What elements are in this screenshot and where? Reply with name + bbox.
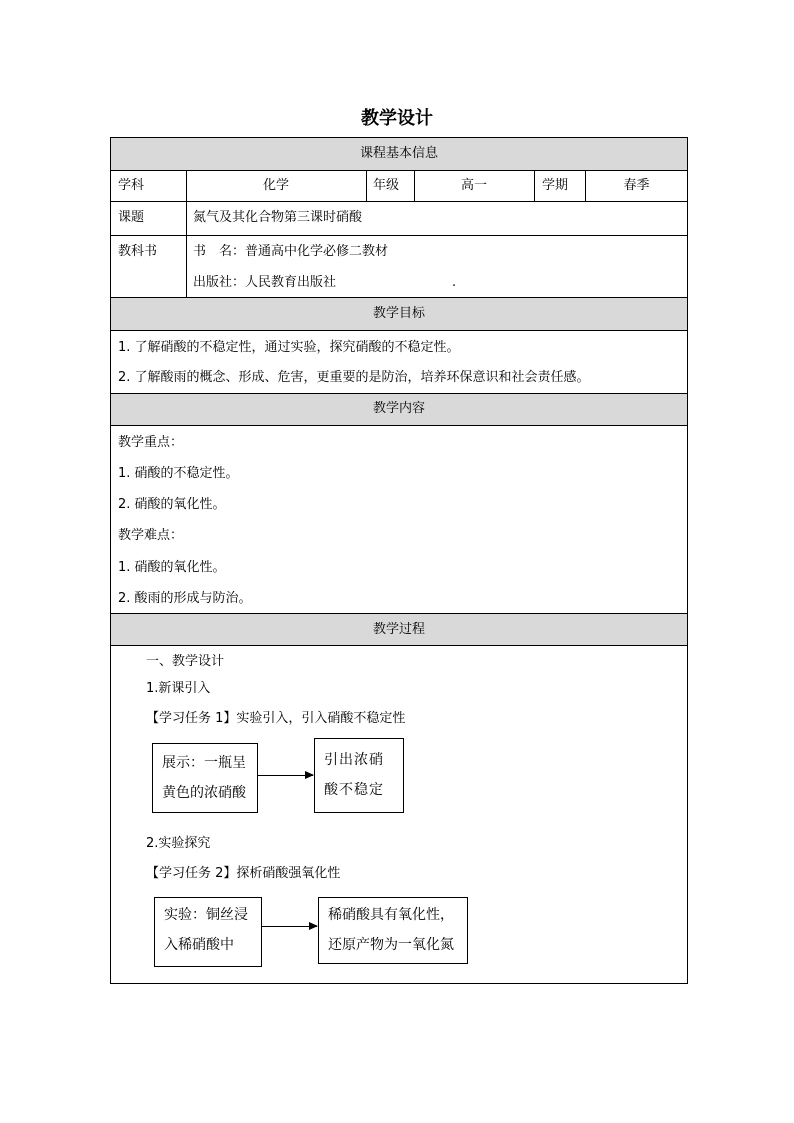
flow2-right-box: 稀硝酸具有氧化性，还原产物为一氧化氮 [318, 897, 468, 964]
objectives-header: 教学目标 [372, 306, 425, 321]
arrow-icon [258, 775, 313, 776]
learning-task: 【学习任务 2】探析硝酸强氧化性 [146, 866, 341, 881]
grade-value: 高一 [460, 178, 487, 193]
table-rule [110, 330, 688, 331]
textbook-publisher: 出版社：人民教育出版社 [193, 275, 337, 290]
grade-label: 年级 [373, 178, 400, 193]
table-rule [110, 393, 688, 394]
table-rule [110, 645, 688, 646]
table-rule [366, 170, 367, 201]
page-title: 教学设计 [361, 108, 433, 129]
difficulty-item: 2. 酸雨的形成与防治。 [118, 591, 252, 606]
process-subtitle: 1.新课引入 [146, 681, 211, 696]
basic-info-header: 课程基本信息 [359, 146, 438, 161]
difficulties-label: 教学难点： [118, 528, 184, 543]
table-rule [110, 170, 688, 171]
table-rule [110, 297, 688, 298]
table-rule [110, 201, 688, 202]
topic-label: 课题 [118, 210, 145, 225]
textbook-name: 书 名：普通高中化学必修二教材 [193, 244, 389, 259]
table-rule [534, 170, 535, 201]
term-value: 春季 [623, 178, 650, 193]
textbook-dot: . [452, 275, 457, 290]
learning-task: 【学习任务 1】实验引入，引入硝酸不稳定性 [146, 711, 406, 726]
objective-item: 1. 了解硝酸的不稳定性，通过实验，探究硝酸的不稳定性。 [118, 340, 460, 355]
subject-value: 化学 [262, 178, 289, 193]
table-rule [110, 235, 688, 236]
arrow-icon [262, 926, 317, 927]
difficulty-item: 1. 硝酸的氧化性。 [118, 560, 226, 575]
key-point-item: 1. 硝酸的不稳定性。 [118, 466, 239, 481]
key-point-item: 2. 硝酸的氧化性。 [118, 497, 226, 512]
topic-value: 氮气及其化合物第三课时硝酸 [193, 210, 363, 225]
process-subtitle: 2.实验探究 [146, 836, 211, 851]
flow1-left-box: 展示：一瓶呈黄色的浓硝酸 [152, 743, 258, 813]
content-header: 教学内容 [372, 401, 425, 416]
table-rule [110, 425, 688, 426]
process-section-title: 一、教学设计 [146, 654, 225, 669]
term-label: 学期 [542, 178, 569, 193]
table-rule [110, 613, 688, 614]
flow2-left-box: 实验：铜丝浸入稀硝酸中 [154, 897, 262, 967]
key-points-label: 教学重点： [118, 435, 184, 450]
textbook-label: 教科书 [118, 244, 158, 259]
flow1-right-box: 引出浓硝酸不稳定 [314, 738, 404, 813]
process-header: 教学过程 [372, 622, 425, 637]
subject-label: 学科 [118, 178, 145, 193]
objective-item: 2. 了解酸雨的概念、形成、危害，更重要的是防治，培养环保意识和社会责任感。 [118, 370, 590, 385]
